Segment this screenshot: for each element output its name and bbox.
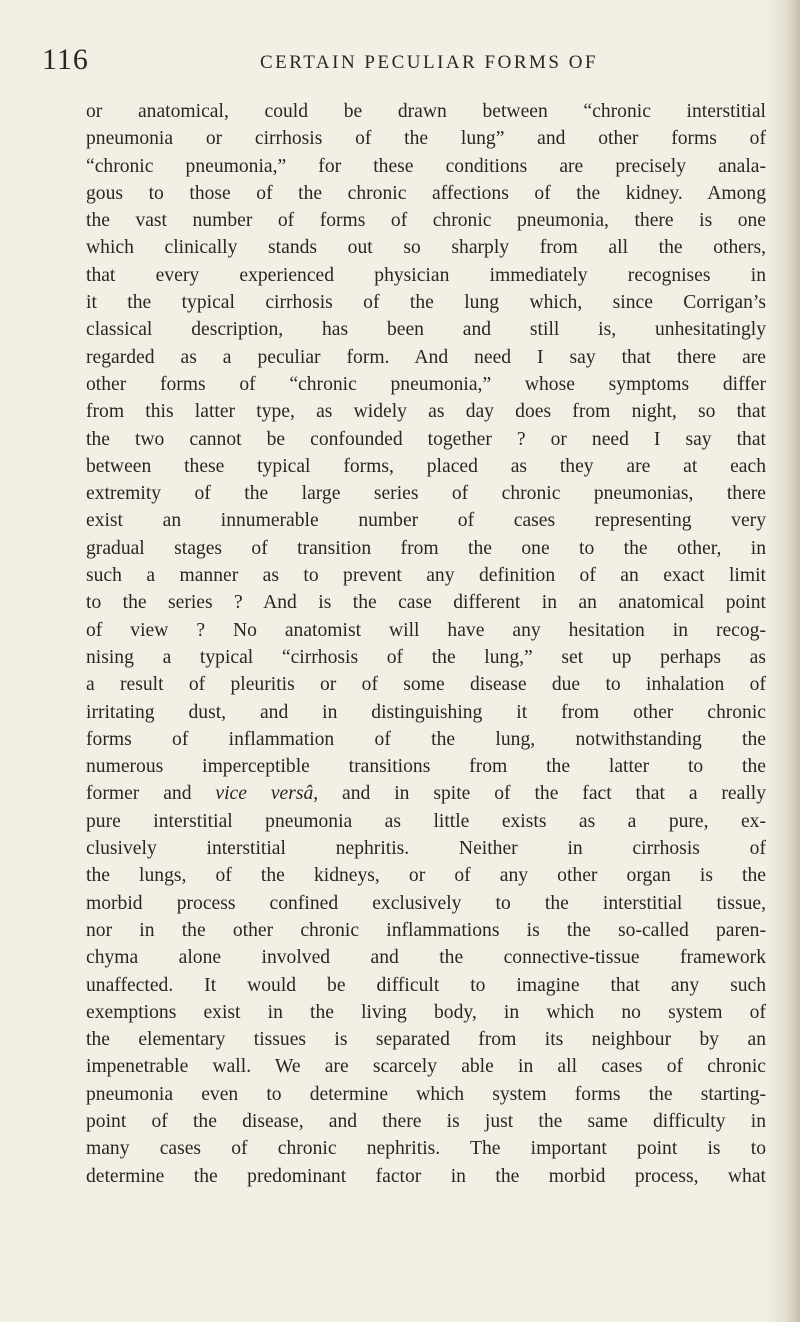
- text-line: the elementary tissues is separated from its neighbour by an: [86, 1029, 766, 1051]
- text-line: nising a typical “cirrhosis of the lung,” set up perhaps as: [86, 646, 766, 668]
- text-line: unaffected. It would be difficult to imagine that any such: [86, 974, 766, 996]
- body-text: [86, 98, 766, 1190]
- text-line: irritating dust, and in distinguishing it from other chronic: [86, 701, 766, 723]
- text-line: it the typical cirrhosis of the lung which, since Corrigan’s: [86, 292, 766, 314]
- running-head: CERTAIN PECULIAR FORMS OF: [260, 52, 599, 73]
- text-line: gradual stages of transition from the one to the other, in: [86, 537, 766, 559]
- text-line: a result of pleuritis or of some disease due to inhalation of: [86, 674, 766, 696]
- page-number: 116: [42, 43, 89, 76]
- text-line: exemptions exist in the living body, in which no system of: [86, 1001, 766, 1023]
- text-line: to the series ? And is the case different in an anatomical point: [86, 592, 766, 614]
- text-line: “chronic pneumonia,” for these conditions are precisely anala-: [86, 155, 766, 177]
- page-header: [42, 44, 762, 84]
- text-line: between these typical forms, placed as they are at each: [86, 455, 766, 477]
- text-line: gous to those of the chronic affections of the kidney. Among: [86, 182, 766, 204]
- text-line: pure interstitial pneumonia as little exists as a pure, ex-: [86, 810, 766, 832]
- text-line: former and vice versâ, and in spite of the fact that a really: [86, 783, 767, 805]
- text-line: impenetrable wall. We are scarcely able in all cases of chronic: [86, 1056, 766, 1078]
- text-line: determine the predominant factor in the morbid process, what: [86, 1165, 766, 1187]
- text-line: morbid process confined exclusively to the interstitial tissue,: [86, 892, 766, 914]
- text-line: clusively interstitial nephritis. Neither in cirrhosis of: [86, 838, 766, 860]
- text-line: the lungs, of the kidneys, or of any other organ is the: [86, 865, 766, 887]
- text-line: which clinically stands out so sharply from all the others,: [86, 237, 766, 259]
- text-line: pneumonia even to determine which system forms the starting-: [86, 1083, 766, 1105]
- text-line: classical description, has been and still is, unhesitatingly: [86, 319, 766, 341]
- text-line: such a manner as to prevent any definition of an exact limit: [86, 565, 766, 587]
- text-line: chyma alone involved and the connective-tissue framework: [86, 947, 766, 969]
- text-line: many cases of chronic nephritis. The important point is to: [86, 1138, 766, 1160]
- text-line: numerous imperceptible transitions from the latter to the: [86, 756, 766, 778]
- text-line: point of the disease, and there is just the same difficulty in: [86, 1110, 766, 1132]
- text-line: exist an innumerable number of cases representing very: [86, 510, 766, 532]
- text-line: the vast number of forms of chronic pneumonia, there is one: [86, 210, 766, 232]
- text-line: nor in the other chronic inflammations is the so-called paren-: [86, 919, 766, 941]
- text-line: from this latter type, as widely as day does from night, so that: [86, 401, 766, 423]
- page-edge-shadow: [766, 0, 800, 1322]
- text-line: or anatomical, could be drawn between “chronic interstitial: [86, 101, 766, 122]
- text-line: the two cannot be confounded together ? or need I say that: [86, 428, 766, 450]
- text-line: pneumonia or cirrhosis of the lung” and other forms of: [86, 128, 766, 150]
- text-line: other forms of “chronic pneumonia,” whose symptoms differ: [86, 373, 766, 395]
- text-line: that every experienced physician immediately recognises in: [86, 264, 766, 286]
- text-line: extremity of the large series of chronic pneumonias, there: [86, 483, 766, 505]
- text-line: forms of inflammation of the lung, notwithstanding the: [86, 728, 766, 750]
- text-line: regarded as a peculiar form. And need I say that there are: [86, 346, 766, 368]
- text-line: of view ? No anatomist will have any hesitation in recog-: [86, 619, 766, 641]
